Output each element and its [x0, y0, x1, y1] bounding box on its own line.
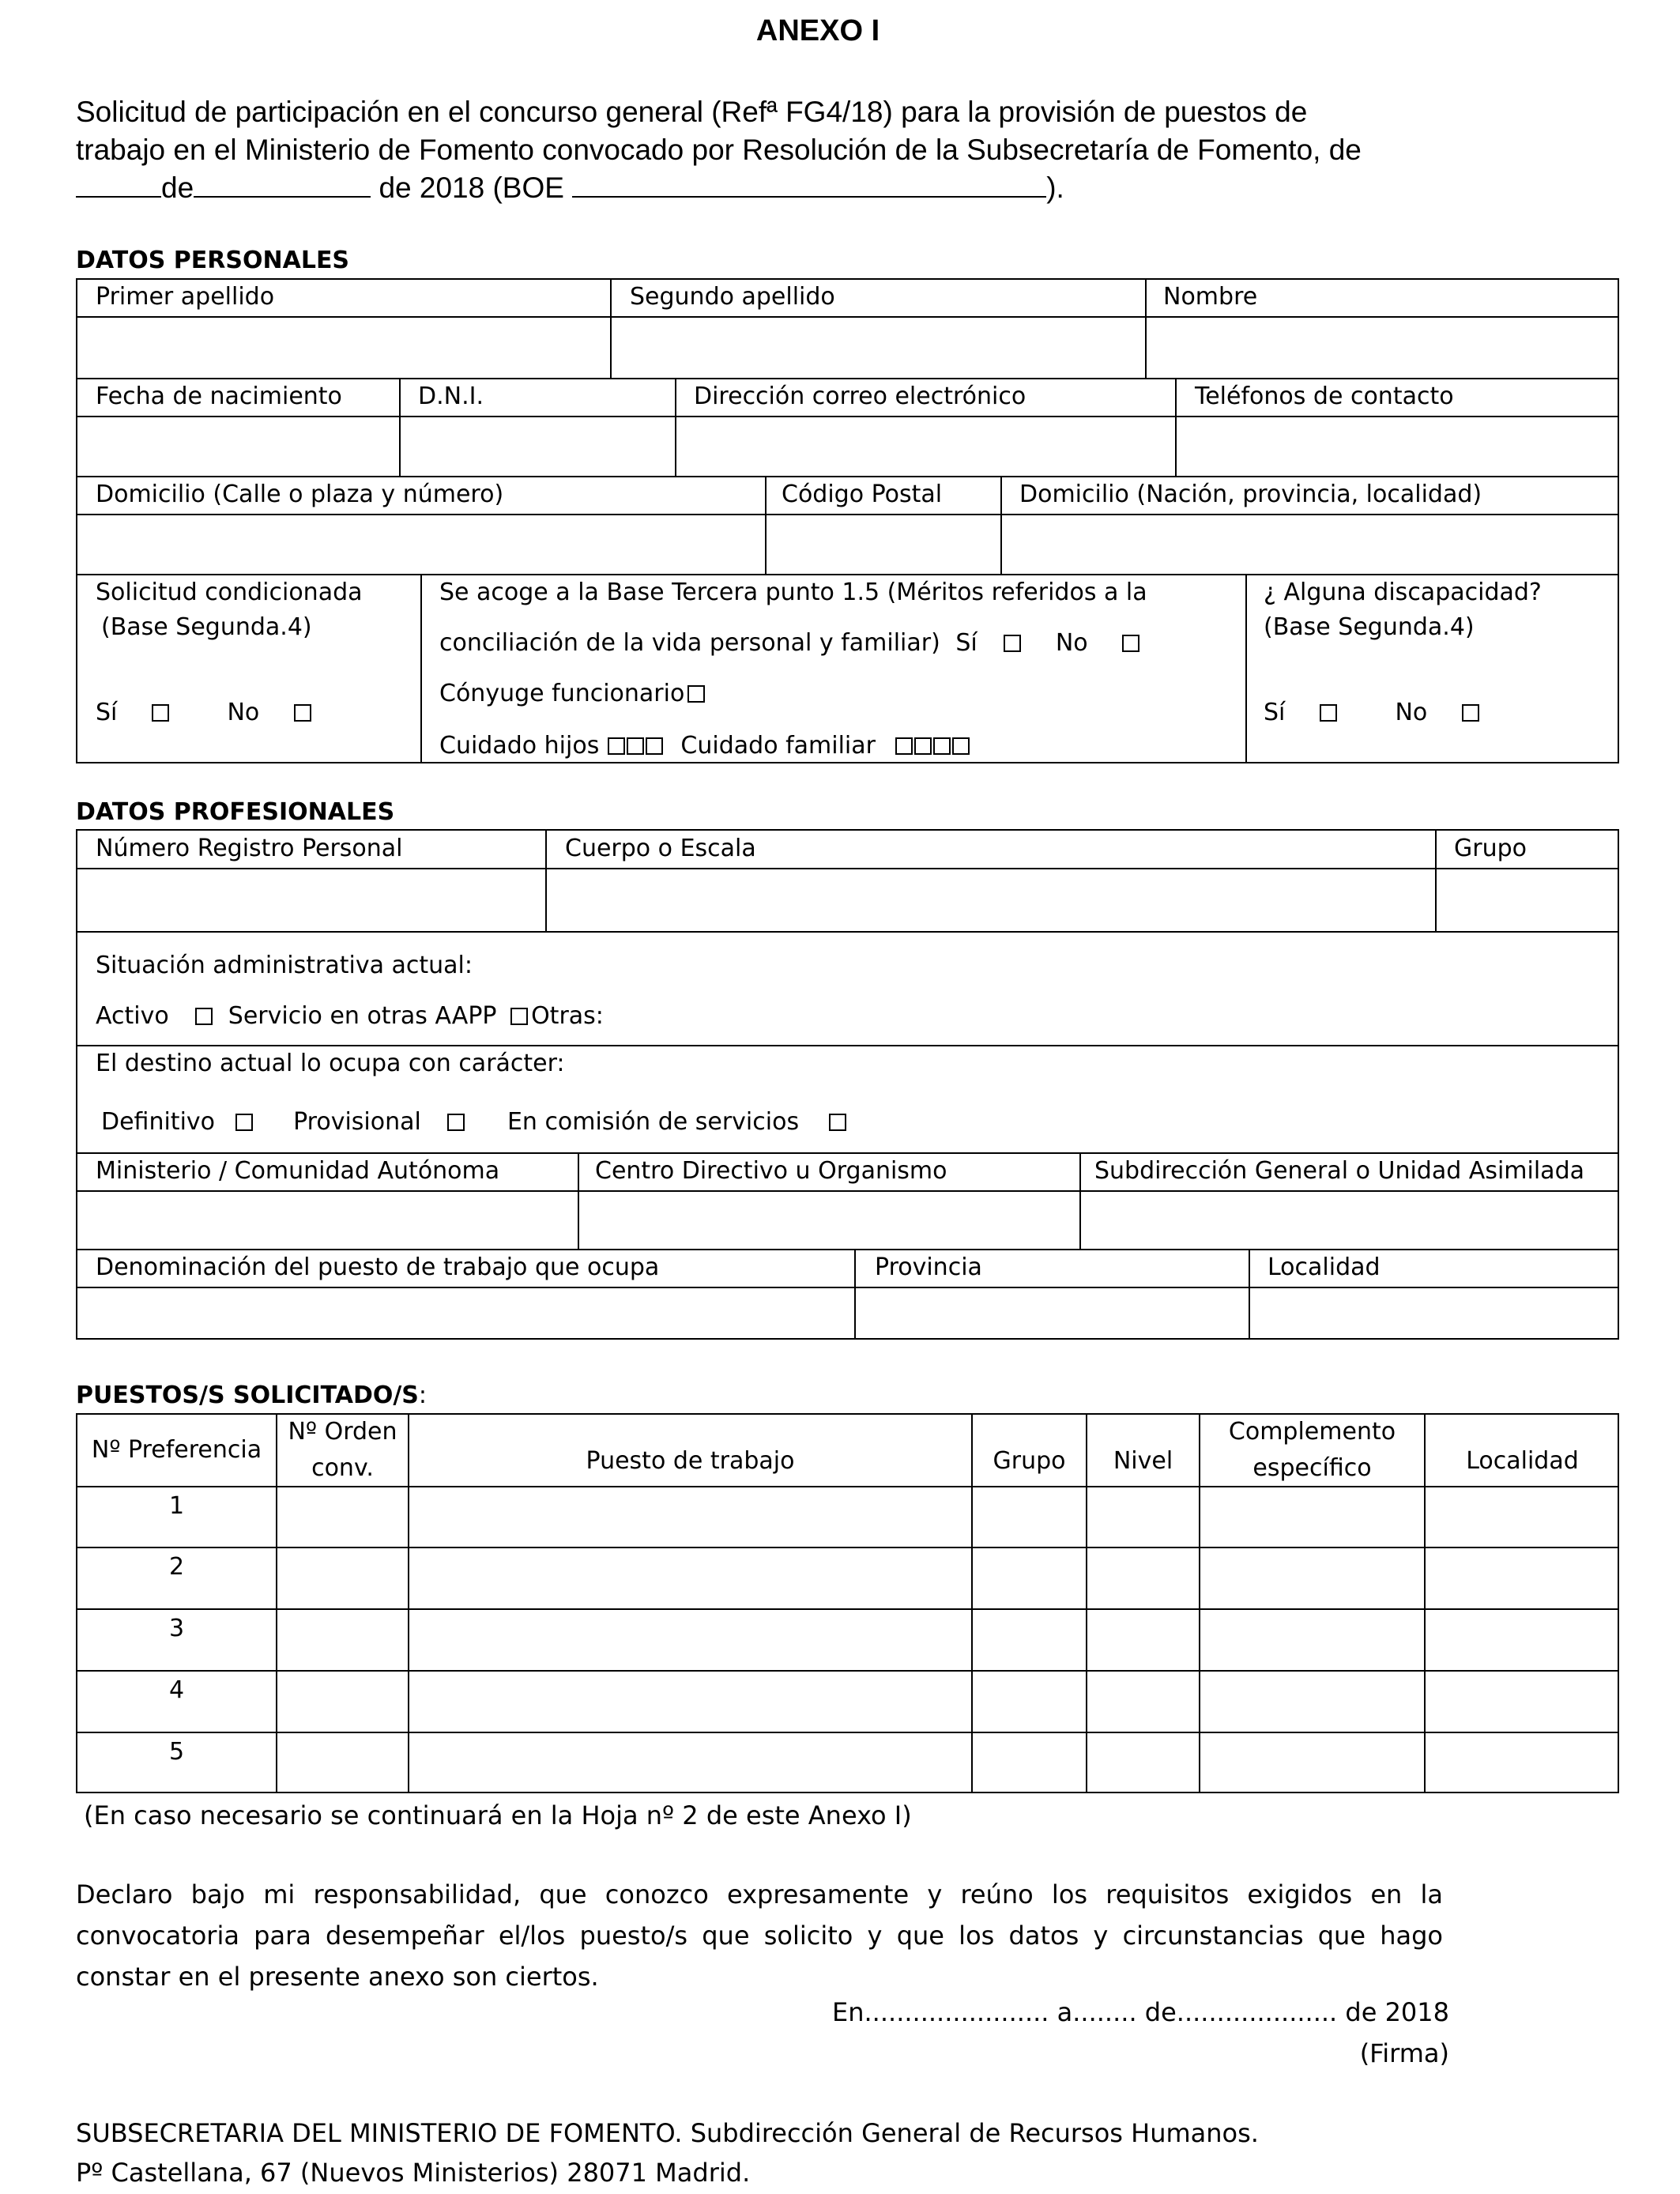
label-nrp: Número Registro Personal [96, 835, 403, 862]
label-conyuge: Cónyuge funcionario [439, 680, 685, 707]
col-nivel: Nivel [1113, 1447, 1173, 1475]
label-destino: El destino actual lo ocupa con carácter: [96, 1050, 565, 1077]
label-cuidado-familiar: Cuidado familiar [680, 732, 876, 760]
col-grupo: Grupo [993, 1447, 1066, 1475]
provisional-checkbox[interactable] [447, 1114, 465, 1131]
col-puesto: Puesto de trabajo [586, 1447, 795, 1475]
intro-line-3 [76, 169, 1475, 207]
footer-line-1: SUBSECRETARIA DEL MINISTERIO DE FOMENTO. Subdirección General de Recursos Humanos. [76, 2118, 1259, 2148]
conyuge-checkbox[interactable] [687, 685, 705, 703]
dni-field[interactable] [401, 417, 673, 474]
signature-label: (Firma) [1359, 2038, 1449, 2068]
label-no: No [1055, 629, 1088, 657]
telefonos-field[interactable] [1177, 417, 1618, 474]
label-centro: Centro Directivo u Organismo [595, 1157, 947, 1185]
label-definitivo: Definitivo [101, 1108, 216, 1136]
section-datos-profesionales: DATOS PROFESIONALES [76, 798, 395, 826]
label-subdireccion: Subdirección General o Unidad Asimilada [1094, 1157, 1584, 1185]
condicionada-si-checkbox[interactable] [152, 704, 169, 722]
intro-year-boe: de 2018 (BOE [379, 172, 564, 204]
base-tercera-line-2 [439, 629, 1143, 657]
centro-field[interactable] [579, 1192, 1078, 1247]
label-si: Sí [1264, 699, 1286, 726]
declaration-text: Declaro bajo mi responsabilidad, que conozco expresamente y reúno los requisitos exigidos en la convocatoria para desempeñar el/los puesto/s que solicito y que los datos y circunstancias que hago constar en el presente anexo son ciertos. [76, 1879, 1443, 1992]
discapacidad-options [1264, 699, 1482, 726]
intro-paragraph [76, 93, 1475, 207]
intro-de: de [161, 172, 194, 204]
label-codigo-postal: Código Postal [782, 481, 943, 508]
servicio-aapp-checkbox[interactable] [510, 1008, 528, 1025]
label-otras: Otras: [531, 1002, 604, 1030]
segundo-apellido-field[interactable] [612, 318, 1143, 376]
conciliacion-no-checkbox[interactable] [1122, 635, 1139, 652]
cuidado-familiar-checkbox[interactable] [952, 737, 970, 755]
cuidado-hijos-checkbox[interactable] [627, 737, 644, 755]
label-telefonos: Teléfonos de contacto [1195, 383, 1454, 410]
cuidado-familiar-checkbox[interactable] [895, 737, 913, 755]
intro-line-1: Solicitud de participación en el concurso general (Refª FG4/18) para la provisión de puestos de [76, 96, 1308, 128]
label-ministerio: Ministerio / Comunidad Autónoma [96, 1157, 500, 1185]
cuidado-hijos-checkbox[interactable] [608, 737, 625, 755]
intro-line-2: trabajo en el Ministerio de Fomento convocado por Resolución de la Subsecretaría de Fomento, de [76, 134, 1362, 166]
label-servicio-aapp: Servicio en otras AAPP [228, 1002, 497, 1030]
puestos-colon: : [418, 1382, 428, 1409]
provincia-field[interactable] [856, 1288, 1247, 1338]
cuidado-line [439, 732, 970, 760]
table-row-number: 2 [168, 1553, 185, 1581]
conyuge-line [439, 680, 708, 707]
label-situacion: Situación administrativa actual: [96, 952, 473, 979]
day-blank[interactable] [76, 171, 161, 198]
puestos-heading: PUESTOS/S SOLICITADO/S [76, 1382, 419, 1409]
discapacidad-no-checkbox[interactable] [1462, 704, 1479, 722]
col-complemento-2: específico [1252, 1454, 1372, 1482]
label-solicitud-condicionada: Solicitud condicionada [96, 579, 363, 606]
label-cuidado-hijos: Cuidado hijos [439, 732, 600, 760]
email-field[interactable] [676, 417, 1173, 474]
localidad-field[interactable] [1250, 1288, 1618, 1338]
label-denominacion: Denominación del puesto de trabajo que ocupa [96, 1253, 660, 1281]
label-dni: D.N.I. [418, 383, 484, 410]
condicionada-options [96, 699, 315, 726]
destino-options [101, 1108, 849, 1136]
label-email: Dirección correo electrónico [694, 383, 1026, 410]
cuidado-familiar-checkbox[interactable] [914, 737, 932, 755]
table-row-number: 3 [168, 1615, 185, 1642]
label-grupo: Grupo [1454, 835, 1527, 862]
label-primer-apellido: Primer apellido [96, 283, 275, 311]
label-discapacidad-base: (Base Segunda.4) [1264, 613, 1475, 641]
comision-checkbox[interactable] [829, 1114, 846, 1131]
definitivo-checkbox[interactable] [235, 1114, 253, 1131]
activo-checkbox[interactable] [195, 1008, 213, 1025]
month-blank[interactable] [194, 171, 371, 198]
domicilio-nacion-field[interactable] [1002, 515, 1618, 572]
label-cuerpo: Cuerpo o Escala [565, 835, 756, 862]
section-puestos [76, 1382, 427, 1409]
cuidado-hijos-checkbox[interactable] [646, 737, 663, 755]
ministerio-field[interactable] [77, 1192, 576, 1247]
label-provincia: Provincia [875, 1253, 982, 1281]
grupo-field[interactable] [1437, 869, 1618, 929]
label-localidad: Localidad [1268, 1253, 1381, 1281]
label-segundo-apellido: Segundo apellido [630, 283, 835, 311]
label-no: No [227, 699, 260, 726]
nombre-field[interactable] [1147, 318, 1618, 376]
cuidado-familiar-checkbox[interactable] [933, 737, 951, 755]
conciliacion-si-checkbox[interactable] [1004, 635, 1021, 652]
discapacidad-si-checkbox[interactable] [1320, 704, 1337, 722]
col-orden-1: Nº Orden [288, 1418, 397, 1446]
label-discapacidad: ¿ Alguna discapacidad? [1264, 579, 1542, 606]
label-si: Sí [955, 629, 977, 657]
label-base-tercera-2: conciliación de la vida personal y familiar) [439, 629, 940, 657]
section-datos-personales: DATOS PERSONALES [76, 247, 350, 274]
label-activo: Activo [96, 1002, 169, 1030]
condicionada-no-checkbox[interactable] [294, 704, 311, 722]
label-condicionada-base: (Base Segunda.4) [101, 613, 312, 641]
col-orden-2: conv. [311, 1454, 374, 1482]
label-no: No [1395, 699, 1428, 726]
codigo-postal-field[interactable] [767, 515, 999, 572]
label-domicilio: Domicilio (Calle o plaza y número) [96, 481, 504, 508]
label-domicilio-nacion: Domicilio (Nación, provincia, localidad) [1019, 481, 1482, 508]
col-localidad: Localidad [1466, 1447, 1579, 1475]
col-complemento-1: Complemento [1228, 1418, 1396, 1446]
table-row-number: 1 [168, 1492, 185, 1520]
subdireccion-field[interactable] [1081, 1192, 1618, 1247]
intro-end: ). [1046, 172, 1064, 204]
label-base-tercera-1: Se acoge a la Base Tercera punto 1.5 (Méritos referidos a la [439, 579, 1147, 606]
boe-blank[interactable] [572, 171, 1046, 198]
nrp-field[interactable] [77, 869, 544, 929]
situacion-options [96, 1002, 604, 1030]
table-row-number: 5 [168, 1738, 185, 1766]
label-si: Sí [96, 699, 118, 726]
label-nombre: Nombre [1163, 283, 1258, 311]
domicilio-field[interactable] [77, 515, 763, 572]
continuation-note: (En caso necesario se continuará en la Hoja nº 2 de este Anexo I) [84, 1800, 912, 1830]
date-line: En....................... a........ de.................... de 2018 [832, 1997, 1449, 2027]
label-comision: En comisión de servicios [507, 1108, 800, 1136]
table-row-number: 4 [168, 1676, 185, 1704]
label-fecha-nacimiento: Fecha de nacimiento [96, 383, 342, 410]
label-provisional: Provisional [293, 1108, 421, 1136]
fecha-nacimiento-field[interactable] [77, 417, 397, 474]
cuerpo-field[interactable] [547, 869, 1433, 929]
footer-line-2: Pº Castellana, 67 (Nuevos Ministerios) 28071 Madrid. [76, 2158, 751, 2188]
primer-apellido-field[interactable] [77, 318, 608, 376]
denominacion-field[interactable] [77, 1288, 853, 1338]
col-preferencia: Nº Preferencia [91, 1436, 262, 1464]
page-title: ANEXO I [755, 14, 880, 47]
